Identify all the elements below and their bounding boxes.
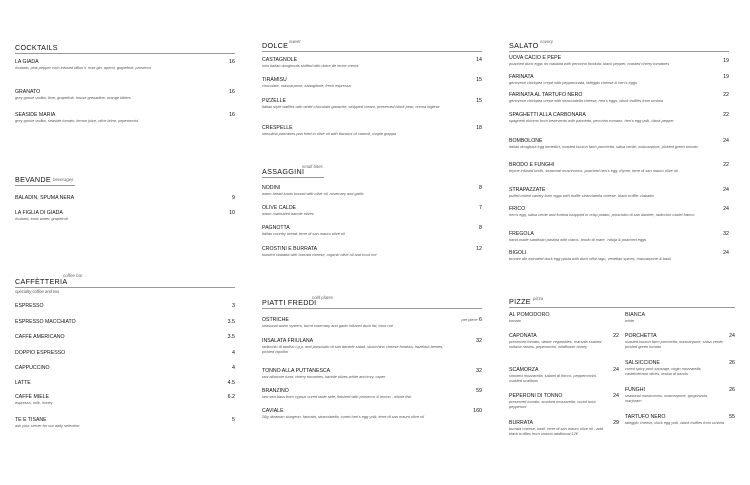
section-title: DOLCE xyxy=(262,41,289,50)
item-desc: spaghetti nummo from benevento with pancetta, pecorino romano, hen's egg yolk, black pepper xyxy=(509,118,674,123)
item-price: 22 xyxy=(613,333,619,339)
section-subtitle: small bites xyxy=(302,164,323,169)
item-name: OSTRICHE xyxy=(262,317,289,323)
item-price: 59 xyxy=(476,388,482,394)
cocktails-header xyxy=(15,42,235,54)
item-price: 55 xyxy=(729,414,735,420)
item-desc: warm bread knots tossed with olive oil, rosemary and garlic xyxy=(262,191,364,196)
menu-item xyxy=(15,89,235,100)
item-price: 32 xyxy=(476,368,482,374)
menu-item xyxy=(15,319,235,325)
item-name: LA GIADA xyxy=(15,59,39,65)
menu-item xyxy=(15,334,235,340)
menu-item xyxy=(15,365,235,371)
menu-item xyxy=(509,250,729,261)
item-price: 24 xyxy=(613,367,619,373)
menu-item xyxy=(509,187,729,198)
item-name: ESPRESSO xyxy=(15,303,44,309)
menu-item xyxy=(15,350,235,356)
item-name: BRODO E FUNGHI xyxy=(509,162,555,168)
section-subtitle: cold plates xyxy=(312,295,333,300)
item-desc: italian style waffles with white chocolate ganache, whipped cream, preserved black pear, crema inglese xyxy=(262,104,440,109)
pizze-rossa-column xyxy=(509,312,619,436)
item-price: 8 xyxy=(479,225,482,231)
item-desc: grey goose vodka, seaside tomato, lemon juice, olive brine, peperoncini xyxy=(15,118,139,123)
item-name: TONNO ALLA PUTTANESCA xyxy=(262,368,331,374)
item-name: SPAGHETTI ALLA CARBONARA xyxy=(509,112,586,118)
item-name: BIGOLI xyxy=(509,250,527,256)
item-desc: bronze die extruded duck egg pasta with duck offal ragu, venetian spices, mascarpone & basil xyxy=(509,256,671,261)
menu-item xyxy=(262,225,482,236)
item-price: 24 xyxy=(729,333,735,339)
item-price: 26 xyxy=(729,387,735,393)
item-name: CAVIALE xyxy=(262,408,284,414)
item-price: 9 xyxy=(232,195,235,201)
item-price: 22 xyxy=(723,162,729,168)
item-price: 16 xyxy=(229,89,235,95)
item-desc: 28g ukranian sturgeon, farinata, stracciatella, cured hen's egg yolk, terre di san mauro olive oil xyxy=(262,414,425,419)
menu-item xyxy=(262,246,482,257)
item-desc: toasted ciabatta with burrata cheese, organic olive oil and trout roe xyxy=(262,252,377,257)
menu-item xyxy=(509,393,619,409)
menu-item xyxy=(509,112,729,123)
menu-item xyxy=(509,231,729,242)
item-desc: grey goose vodka, lime, grapefruit, house grenadine, orange bitters xyxy=(15,95,131,100)
item-desc: preserved tomato, smoked mozzarella, cured tuna pepperoni xyxy=(509,399,596,409)
menu-item xyxy=(625,333,735,349)
menu-item xyxy=(625,387,735,403)
item-desc: taleggio cheese, duck egg yolk, black truffles from umbria xyxy=(625,420,725,425)
item-name: CAPPUCCINO xyxy=(15,365,50,371)
item-name: TE E TISANE xyxy=(15,417,47,423)
item-price: 8 xyxy=(479,185,482,191)
item-price: 3.5 xyxy=(227,334,235,340)
menu-item xyxy=(262,388,482,399)
item-desc: ask your server for our daily selection xyxy=(15,423,80,428)
section-title: COCKTAILS xyxy=(15,43,58,52)
menu-item xyxy=(262,125,482,136)
item-name: INSALATA FRIULANA xyxy=(262,338,314,344)
item-price: 18 xyxy=(476,125,482,131)
item-price: 16 xyxy=(229,59,235,65)
item-desc: smoked mozzarella, salami di fiocco, pepperoncini, roasted scallions xyxy=(509,373,597,383)
item-name: STRAPAZZATE xyxy=(509,187,546,193)
menu-item xyxy=(262,408,482,419)
item-name: CASTAGNOLE xyxy=(262,57,298,63)
item-name: FREGOLA xyxy=(509,231,534,237)
item-price: 4 xyxy=(232,350,235,356)
item-name: SCAMORZA xyxy=(509,367,539,373)
item-name: PORCHETTA xyxy=(625,333,657,339)
piatti-header xyxy=(262,295,482,309)
item-name: NODINI xyxy=(262,185,281,191)
item-name: FUNGHI xyxy=(625,387,645,393)
menu-item xyxy=(262,317,482,328)
item-name: PAGNOTTA xyxy=(262,225,290,231)
item-name: BOMBOLONE xyxy=(509,138,543,144)
item-desc: genovese chickpea crepe with stracciatella cheese, hen's eggs, black truffles from umbria xyxy=(509,98,664,103)
item-name: GRANATO xyxy=(15,89,41,95)
item-name: PIZZELLE xyxy=(262,98,286,104)
item-price: 3.5 xyxy=(227,319,235,325)
section-subtitle: coffee bar xyxy=(63,273,83,278)
item-desc: seasonal warm oysters, burnt rosemary and garlic infused duck fat, trout roe xyxy=(262,323,394,328)
section-title: PIATTI FREDDI xyxy=(262,298,317,307)
pizze-section xyxy=(509,295,735,436)
price-label: per piece xyxy=(461,317,478,322)
item-price: 24 xyxy=(723,187,729,193)
item-desc: chocolate, mascarpone, zabaglione, fresh espresso xyxy=(262,83,351,88)
item-price: 32 xyxy=(476,338,482,344)
item-price: 22 xyxy=(723,112,729,118)
menu-item xyxy=(509,55,729,66)
item-name: CRESPELLE xyxy=(262,125,293,131)
menu-item xyxy=(509,92,729,103)
column-title: AL POMODORO xyxy=(509,312,550,318)
item-price: 7 xyxy=(479,205,482,211)
item-desc: cured spicy pork sausage, virgin mozzarella, castelvetrano olives, testun di barolo xyxy=(625,366,702,376)
item-desc: hand-made sardinian pastina with clams, brodo di mare, 'nduja & poached eggs xyxy=(509,237,647,242)
section-title: SALATO xyxy=(509,41,539,50)
item-name: SALSICCIONE xyxy=(625,360,660,366)
item-name: BURRATA xyxy=(509,420,534,426)
item-desc: raw sea bass from cyprus cured table side, finished with prosecco & lemon - whole fish xyxy=(262,394,412,399)
item-price: 6.2 xyxy=(227,394,235,400)
item-price: 10 xyxy=(229,210,235,216)
item-name: SEASIDE MARIA xyxy=(15,112,56,118)
item-desc: roasted kurzon farm porchetta, mascarpone, salsa verde, pickled green tomato xyxy=(625,339,724,349)
item-desc: raw albacore tuna, cherry tomatoes, banole olives,white anchovy, caper xyxy=(262,374,386,379)
menu-item xyxy=(262,205,482,216)
item-price: 14 xyxy=(476,57,482,63)
item-price: 26 xyxy=(729,360,735,366)
item-price: 29 xyxy=(613,420,619,426)
item-price xyxy=(462,317,482,323)
item-name: ESPRESSO MACCHIATO xyxy=(15,319,76,325)
item-desc: pulled mixed variety farm eggs with truffle stracciatella cheese, black truffle, ciabatta xyxy=(509,193,654,198)
column-subtitle: tomato xyxy=(509,318,521,323)
menu-item xyxy=(625,360,735,376)
menu-item xyxy=(15,59,235,70)
item-name: TARTUFO NERO xyxy=(625,414,666,420)
section-title: BEVANDE xyxy=(15,175,51,184)
menu-item xyxy=(262,185,482,196)
item-desc: rhubarb, tonic water, grapefruit xyxy=(15,216,68,221)
caffetteria-section xyxy=(15,273,235,428)
menu-item xyxy=(509,206,729,217)
price-value: 6 xyxy=(479,317,482,323)
bevande-header xyxy=(15,174,235,185)
item-desc: radicchio di tardivo i.g.p. and prosciutto di san daniele salad, stracchino cheese fonduta, hazelnut berries, pickled cipollini xyxy=(262,344,444,354)
section-subtitle: beverages xyxy=(53,177,74,182)
menu-item xyxy=(15,112,235,123)
salato-section xyxy=(509,38,729,261)
column-subtitle: white xyxy=(625,318,635,323)
menu-item xyxy=(625,414,735,425)
item-name: FARINATA AL TARTUFO NERO xyxy=(509,92,583,98)
item-price: 24 xyxy=(723,206,729,212)
salato-header xyxy=(509,38,729,52)
item-price: 24 xyxy=(723,138,729,144)
item-price: 5 xyxy=(232,417,235,423)
item-price: 19 xyxy=(723,74,729,80)
cocktails-section xyxy=(15,42,235,123)
item-desc: semolina pancakes pan fried in olive oil with flavours of cannoli, maple grappa xyxy=(262,131,397,136)
menu-item xyxy=(15,303,235,309)
pizze-header xyxy=(509,295,735,308)
menu-item xyxy=(15,380,235,386)
menu-item xyxy=(15,394,235,405)
column-title: BIANCA xyxy=(625,312,646,318)
pizze-bianca-column xyxy=(625,312,735,425)
item-desc: burrata cheese, basil, terre di san mauro olive oil - add black truffles from umbria additional 12€ xyxy=(509,426,603,436)
menu-item xyxy=(15,210,235,221)
item-price: 160 xyxy=(473,408,482,414)
item-name: CAFFE AMERICANO xyxy=(15,334,65,340)
menu-item xyxy=(262,368,482,379)
assaggini-header xyxy=(262,164,482,177)
item-price: 15 xyxy=(476,77,482,83)
piatti-freddi-section xyxy=(262,295,482,419)
item-name: BALADIN, SPUMA NERA xyxy=(15,195,75,201)
menu-item xyxy=(509,74,729,85)
menu-item xyxy=(15,195,235,201)
item-name: FARINATA xyxy=(509,74,534,80)
item-desc: genovese chickpea crepe with pepperonata, taleggio cheese & hen's eggs xyxy=(509,80,637,85)
menu-item xyxy=(15,417,235,428)
item-price: 15 xyxy=(476,98,482,104)
item-desc: espresso, milk, honey xyxy=(15,400,53,405)
section-subtitle: savory xyxy=(540,39,553,44)
section-title: PIZZE xyxy=(509,297,531,306)
menu-item xyxy=(262,77,482,88)
dolce-header xyxy=(262,38,482,52)
item-price: 22 xyxy=(723,92,729,98)
section-subtitle: pizza xyxy=(533,296,544,301)
menu-item xyxy=(262,338,482,354)
section-title: CAFFÈTTERIA xyxy=(15,277,68,286)
item-desc: italian country bread, terre di san mauro olive oil xyxy=(262,231,345,236)
item-name: CROSTINI E BURRATA xyxy=(262,246,318,252)
item-price: 12 xyxy=(476,246,482,252)
item-desc: rhubarb, pink pepper corn infused dillon's' rose gin, aperol, grapefruit, prosecco xyxy=(15,65,152,70)
divider xyxy=(15,185,75,186)
item-price: 19 xyxy=(723,58,729,64)
item-desc: poached duck eggs on ciabatta with pecorino fonduta, black pepper, roasted cherry tomatoes xyxy=(509,61,670,66)
item-desc: hen's egg, salsa verde and fontina wrapped in crisp potato, prosciutto di san daniele, radicchio castel franco xyxy=(509,212,695,217)
dolce-section xyxy=(262,38,482,136)
item-price: 32 xyxy=(723,231,729,237)
item-name: OLIVE CALDE xyxy=(262,205,297,211)
item-desc: preserved tomato, winter vegetables, marsala soaked sultana raisins, peperoncini, wildflower honey xyxy=(509,339,602,349)
item-price: 4 xyxy=(232,365,235,371)
menu-item xyxy=(262,98,482,109)
item-name: LA FIGLIA DI GIADA xyxy=(15,210,63,216)
caffetteria-header xyxy=(15,273,235,288)
menu-item xyxy=(509,138,729,149)
item-price: 4.5 xyxy=(227,380,235,386)
bevande-section xyxy=(15,174,235,221)
item-name: TIRAMISU xyxy=(262,77,287,83)
item-desc: seasonal mushrooms, mascarpone, gorgonzola, marjoram xyxy=(625,393,709,403)
item-desc: mini italian doughnuts stuffed with dulce de leche crema xyxy=(262,63,359,68)
item-name: DOPPIO ESPRESSO xyxy=(15,350,66,356)
divider xyxy=(262,177,324,178)
assaggini-section xyxy=(262,164,482,257)
item-desc: italian doughnut egg benedict, roasted kurzon farm porchetta, salsa verde, mascarpone, pickled green tomato xyxy=(509,144,698,149)
menu-item xyxy=(509,367,619,383)
item-price: 24 xyxy=(613,393,619,399)
menu-item xyxy=(509,420,619,436)
section-subtitle: sweet xyxy=(289,39,301,44)
item-price: 3 xyxy=(232,303,235,309)
item-name: UOVA CACIO E PEPE xyxy=(509,55,562,61)
item-name: LATTE xyxy=(15,380,31,386)
item-name: PEPERONI DI TONNO xyxy=(509,393,563,399)
menu-item xyxy=(509,162,729,173)
menu-item xyxy=(509,333,619,349)
section-title: ASSAGGINI xyxy=(262,167,305,176)
item-name: BRANZINO xyxy=(262,388,289,394)
item-name: FRICO xyxy=(509,206,526,212)
item-price: 24 xyxy=(723,250,729,256)
item-name: CAFFÈ MIELE xyxy=(15,394,50,400)
menu-item xyxy=(262,57,482,68)
item-desc: thyme infused broth, seasonal mushrooms, poached hen's egg, thyme, terre di san mauro olive oil xyxy=(509,168,678,173)
item-desc: warm marinated banole olives xyxy=(262,211,314,216)
item-price: 16 xyxy=(229,112,235,118)
item-name: CAPONATA xyxy=(509,333,537,339)
section-note: specialty coffee and tea xyxy=(15,289,59,294)
